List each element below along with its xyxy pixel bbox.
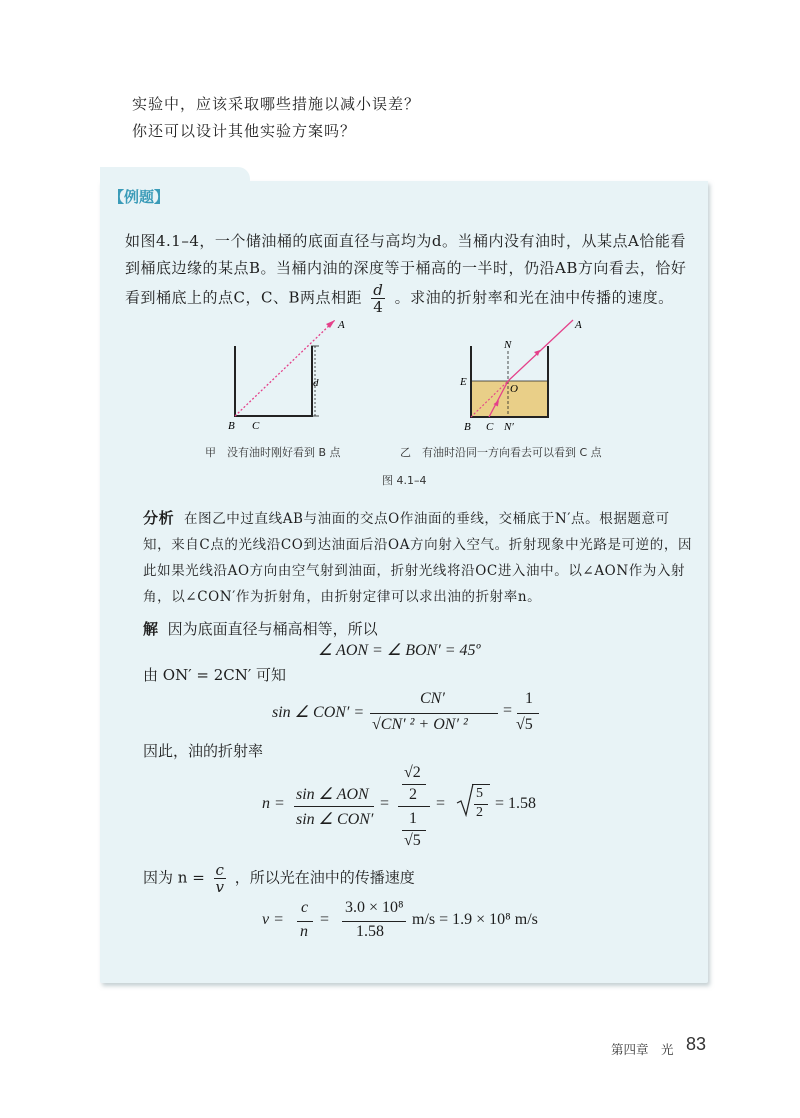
sin-result-bar <box>517 713 539 714</box>
sin-result-den: √5 <box>516 716 533 733</box>
problem-fraction <box>371 282 385 315</box>
figure-label: 图 4.1–4 <box>382 474 427 487</box>
analysis-block <box>143 505 693 610</box>
problem-frac-num: d <box>373 281 384 299</box>
v-den: n <box>300 923 308 940</box>
n-inner-bar-top <box>402 784 426 785</box>
solution-line-2: 由 ON′ = 2CN′ 可知 <box>143 666 287 684</box>
solution-text-1: 因为底面直径与桶高相等，所以 <box>167 620 378 638</box>
solution-line-1 <box>143 618 378 639</box>
sin-denominator: √CN′ ² + ON′ ² <box>372 716 468 733</box>
problem-text-1: 如图4.1–4，一个储油桶的底面直径与高均为d。当桶内没有油时，从某点A恰能看到桶底边缘的某点B。当桶内油的深度等于桶高的一半时，仍沿AB方向看去，恰好看到桶底上的点C，C、B两点相距 <box>125 232 687 307</box>
label-right-A: A <box>575 319 582 331</box>
n-one: 1 <box>409 810 417 827</box>
n-inner-bar-bottom <box>402 830 426 831</box>
n-denominator: sin ∠ CON′ <box>296 811 374 828</box>
analysis-text: 在图乙中过直线AB与油面的交点O作油面的垂线，交桶底于N′点。根据题意可知，来自C点的光线沿CO到达油面后沿OA方向射入空气。折射现象中光路是可逆的，因此如果光线沿AO方向由空气射到油面，折射光线将沿OC进入油中。以∠AON作为入射角，以∠CON′作为折射角，由折射定律可以求出油的折射率n。 <box>143 511 693 605</box>
label-right-C: C <box>486 421 494 433</box>
problem-frac-den: 4 <box>373 298 384 316</box>
n-fraction-bar <box>294 806 374 807</box>
v-lhs: v = <box>262 911 284 928</box>
label-right-B: B <box>464 421 471 433</box>
n-main-bar <box>398 806 430 807</box>
tank-left-outline <box>235 346 312 416</box>
n-root-sign <box>456 783 474 817</box>
label-right-N: N <box>504 339 512 351</box>
solution-line-4 <box>143 862 415 895</box>
equation-angles: ∠ AON = ∠ BON′ = 45º <box>318 642 481 659</box>
label-left-d: d <box>313 377 319 389</box>
n-root-num: 5 <box>476 786 483 801</box>
line4-before: 因为 n = <box>143 868 205 887</box>
caption-left: 甲 没有油时刚好看到 B 点 <box>205 446 341 459</box>
sin-result-num: 1 <box>525 690 533 707</box>
label-left-A: A <box>338 319 345 331</box>
label-left-C: C <box>252 420 260 432</box>
n-result: = 1.58 <box>495 795 537 812</box>
analysis-label: 分析 <box>143 509 175 527</box>
ray-left <box>235 320 335 416</box>
figure-left <box>220 316 360 436</box>
footer-chapter: 第四章 光 <box>611 1042 674 1057</box>
sin-lhs: sin ∠ CON′ = <box>272 704 365 721</box>
label-right-O: O <box>510 383 518 395</box>
line4-fraction <box>214 862 226 895</box>
n-equals-2: = <box>436 795 446 812</box>
problem-text-2: 。求油的折射率和光在油中传播的速度。 <box>394 288 674 307</box>
n-root-vinculum <box>472 784 490 785</box>
figure-right <box>455 316 595 436</box>
solution-label: 解 <box>143 620 159 638</box>
label-right-Nprime: N′ <box>504 421 514 433</box>
v-fraction-bar-2 <box>342 921 406 922</box>
sin-fraction-bar <box>370 713 498 714</box>
intro-question-2: 你还可以设计其他实验方案吗？ <box>132 122 357 140</box>
n-equals-1: = <box>380 795 390 812</box>
example-problem <box>125 228 695 315</box>
label-left-B: B <box>228 420 235 432</box>
v-fraction-bar <box>297 921 313 922</box>
v-den2: 1.58 <box>356 923 384 940</box>
n-root-den: 2 <box>476 805 483 820</box>
n-sqrt5: √5 <box>404 832 421 849</box>
n-numerator: sin ∠ AON <box>296 786 369 803</box>
v-result: m/s = 1.9 × 10⁸ m/s <box>412 911 538 928</box>
intro-question-1: 实验中，应该采取哪些措施以减小误差？ <box>132 95 421 113</box>
n-lhs: n = <box>262 795 285 812</box>
page-number: 83 <box>686 1034 707 1054</box>
sin-numerator: CN′ <box>420 690 445 707</box>
ray-right-air <box>508 320 573 381</box>
line4-num: c <box>215 861 224 879</box>
solution-line-3: 因此，油的折射率 <box>143 742 264 760</box>
line4-den: v <box>215 878 224 896</box>
example-tag: 【例题】 <box>109 188 170 206</box>
v-equals: = <box>320 911 330 928</box>
v-num2: 3.0 × 10⁸ <box>345 899 404 916</box>
line4-after: ，所以光在油中的传播速度 <box>234 868 415 887</box>
v-num: c <box>301 899 309 916</box>
n-sqrt2: √2 <box>404 764 421 781</box>
caption-right: 乙 有油时沿同一方向看去可以看到 C 点 <box>400 446 602 459</box>
label-right-E: E <box>460 376 467 388</box>
sin-equals: = <box>503 702 513 719</box>
n-two: 2 <box>409 786 417 803</box>
